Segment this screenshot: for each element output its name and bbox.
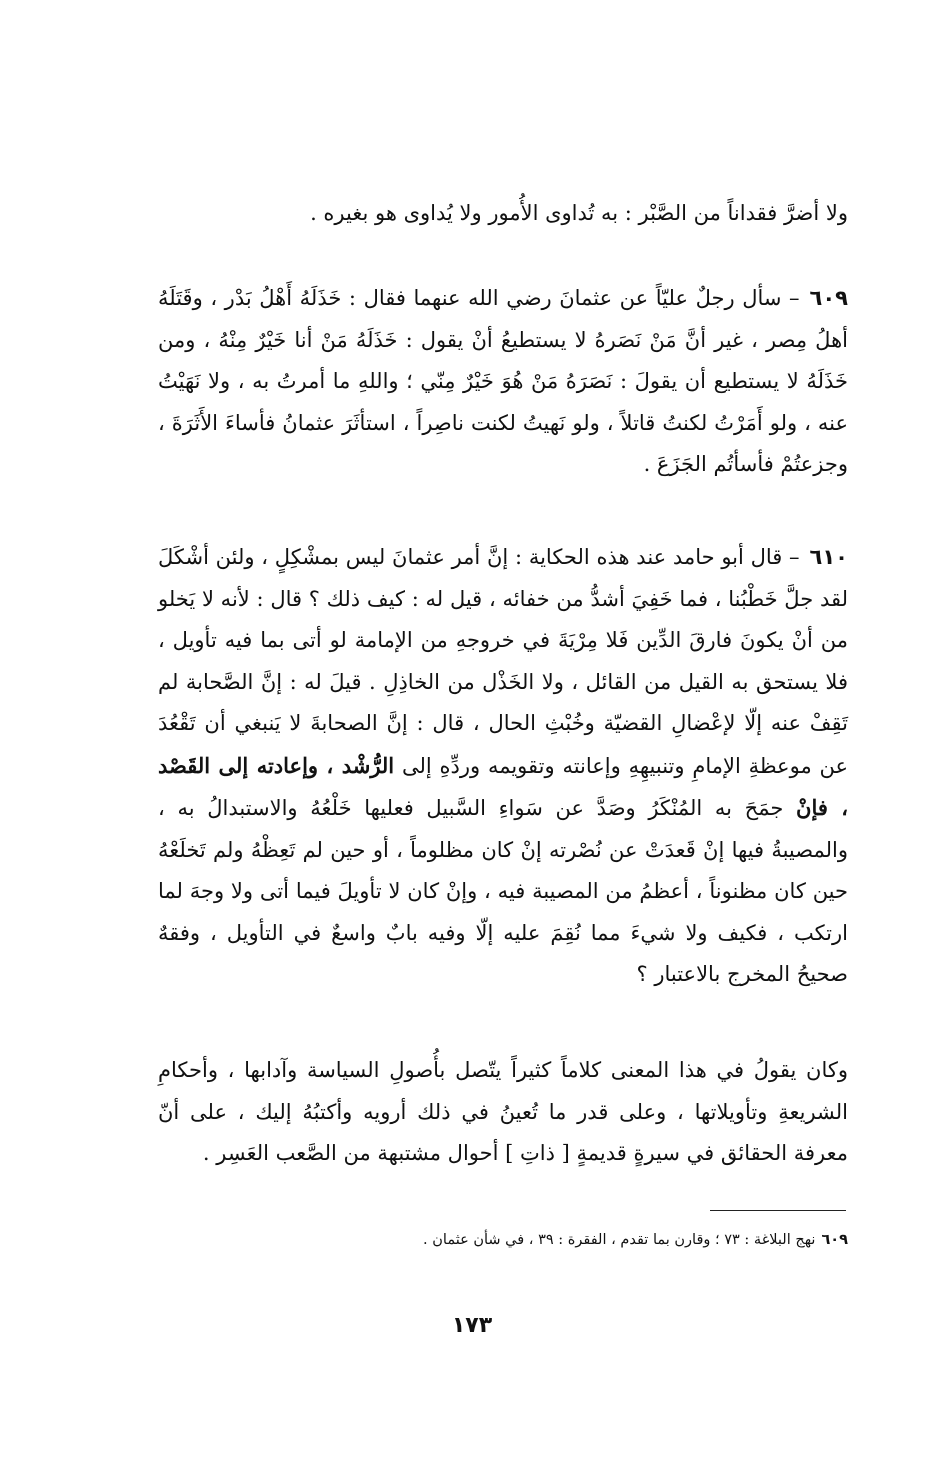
continuation-paragraph: [158, 1050, 848, 1175]
paragraph-text-part-2: جمَحَ به المُنْكَرُ وصَدَّ عن سَواءِ السَّبيل فعليها خَلْعُهُ والاستبدالُ به ، والمصيبةُ فيها إنْ قَعدَتْ عن نُصْرته إنْ كان مظلوماً ، أو حين لم تَعِظْهُ ولم تَخلَعْهُ حين كان مظنوناً ، أعظمُ من المصيبة فيه ، وإنْ كان لا تأويلَ فيما أتى ولا وجهَ لما ارتكب ، فكيف ولا شيءَ مما نُقِمَ عليه إلّا وفيه بابٌ واسعٌ في التأويل ، وفقهٌ صحيحُ المخرج بالاعتبار ؟: [158, 796, 848, 986]
paragraph-610: [158, 537, 848, 996]
intro-text: ولا أضرَّ فقداناً من الصَّبْر : به تُداوى الأُمور ولا يُداوى هو بغيره .: [310, 201, 848, 225]
footnote-number: ٦٠٩: [821, 1232, 848, 1248]
paragraph-number: ٦٠٩: [809, 286, 848, 310]
paragraph-text-part-1: – قال أبو حامد عند هذه الحكاية : إنَّ أمر عثمانَ ليس بمشْكِلٍ ، ولئن أشْكَلَ لقد جلَّ خَطْبُنا ، فما خَفِيَ أشدُّ من خفائه ، قيل له : كيف ذلك ؟ قال : لأنه لا يَخلو من أنْ يكونَ فارقَ الدِّين فَلا مِرْيَةَ في خروجهِ من الإمامة لو أتى بما فيه تأويل ، فلا يستحق به القيل من القائل ، ولا الخَذْل من الخاذِلِ . قيلَ له : إنَّ الصَّحابة لم تَقِفْ عنه إلّا لإعْضالِ القضيّة وخُبْثِ الحال ، قال : إنَّ الصحابةَ لا يَنبغي أن تَقْعُدَ عن موعظةِ الإمامِ وتنبيهِهِ وإعانته وتقويمه وردِّهِ إلى: [158, 545, 849, 778]
footnote: [300, 1228, 848, 1252]
footnote-divider: [710, 1210, 846, 1211]
intro-paragraph: [158, 193, 848, 235]
footnote-text: نهج البلاغة : ٧٣ ؛ وقارن بما تقدم ، الفقرة : ٣٩ ، في شأن عثمان .: [423, 1232, 816, 1248]
emphasized-phrase: الرُّشْد ، وإعادته إلى القَصْد ، فإنْ: [158, 752, 848, 820]
paragraph-number: ٦١٠: [809, 545, 848, 569]
paragraph-609: [158, 278, 848, 486]
paragraph-text: وكان يقولُ في هذا المعنى كلاماً كثيراً يتّصل بأُصولِ السياسة وآدابها ، وأحكامِ الشريعةِ وتأويلاتها ، وعلى قدر ما تُعينُ في ذلك أرويه وأكتبُهُ إليك ، على أنّ معرفة الحقائق في سيرةٍ قديمةٍ [ ذاتِ ] أحوال مشتبهة من الصَّعب العَسِر .: [158, 1058, 848, 1165]
paragraph-text: – سأل رجلٌ عليّاً عن عثمانَ رضي الله عنهما فقال : خَذَلَهُ أَهْلُ بَدْر ، وقَتَلَهُ أهلُ مِصر ، غير أنَّ مَنْ نَصَرهُ لا يستطيعُ أنْ يقول : خَذَلَهُ مَنْ أنا خَيْرٌ مِنْهُ ، ومن خَذَلَهُ لا يستطيع أن يقولَ : نَصَرَهُ مَنْ هُوَ خَيْرٌ مِنّي ؛ واللهِ ما أمرتُ به ، ولا نَهَيْتُ عنه ، ولو أَمَرْتُ لكنتُ قاتلاً ، ولو نَهيتُ لكنت ناصِراً ، استأثَرَ عثمانُ فأساءَ الأَثَرَةَ ، وجزعتُمْ فأسأتُم الجَزَعَ .: [158, 286, 848, 476]
page-number: ١٧٣: [451, 1313, 493, 1338]
